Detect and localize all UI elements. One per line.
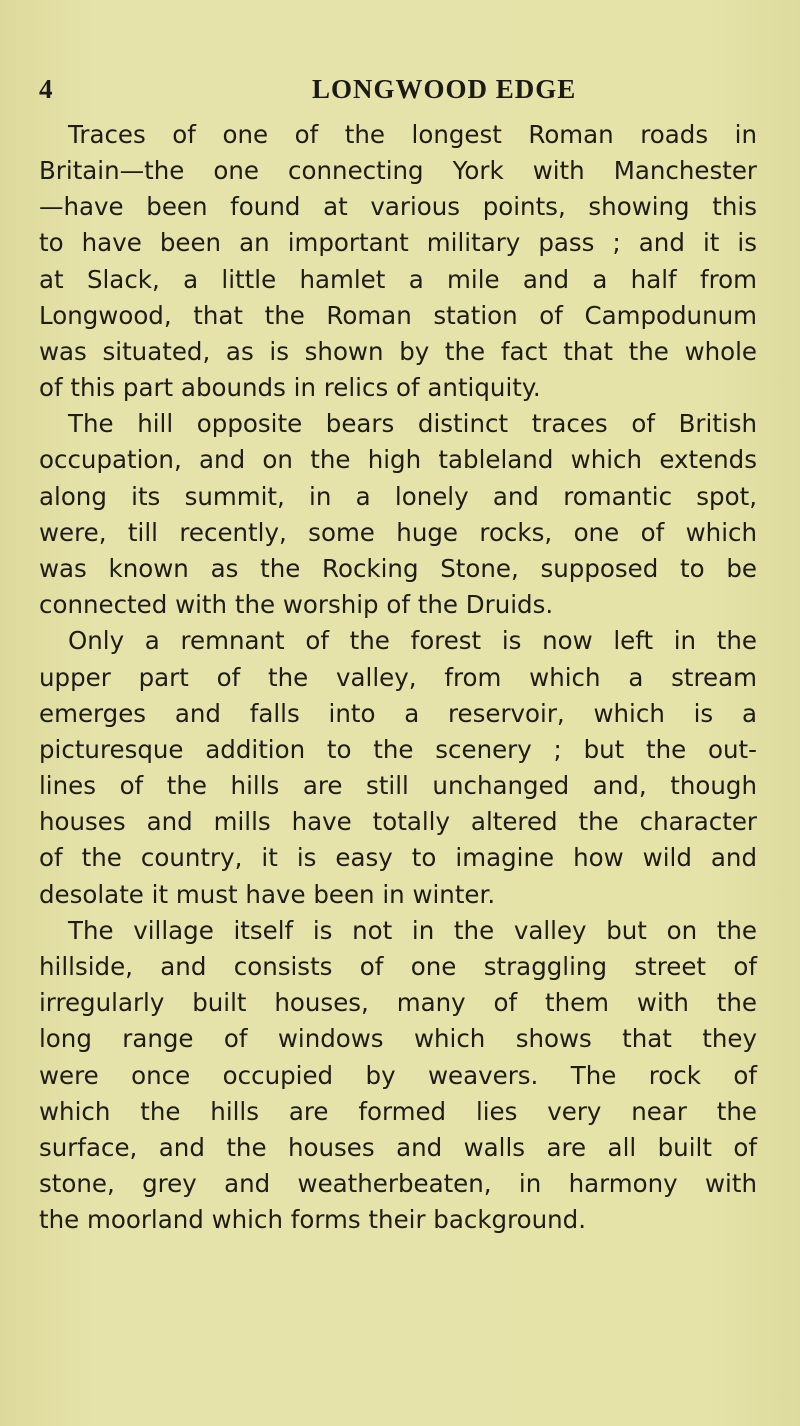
- text-line: Traces of one of the longest Roman roads in: [68, 120, 757, 149]
- text-line: occupation, and on the high tableland which extends: [39, 445, 757, 474]
- text-line: The village itself is not in the valley but on the: [68, 916, 757, 945]
- text-line: surface, and the houses and walls are all built of: [39, 1133, 757, 1162]
- running-title: LONGWOOD EDGE: [312, 74, 577, 104]
- text-line: which the hills are formed lies very near the: [39, 1097, 757, 1126]
- text-line: lines of the hills are still unchanged and, though: [39, 771, 757, 800]
- text-line: The hill opposite bears distinct traces of British: [68, 409, 757, 438]
- text-line: picturesque addition to the scenery ; but the out-: [39, 735, 757, 764]
- text-line: desolate it must have been in winter.: [39, 880, 496, 909]
- text-line: Only a remnant of the forest is now left in the: [68, 626, 757, 655]
- text-line: emerges and falls into a reservoir, which is a: [39, 699, 757, 728]
- text-line: was known as the Rocking Stone, supposed to be: [39, 554, 757, 583]
- text-line: was situated, as is shown by the fact that the whole: [39, 337, 757, 366]
- text-line: to have been an important military pass ; and it is: [39, 228, 757, 257]
- text-line: were, till recently, some huge rocks, one of which: [39, 518, 757, 547]
- text-line: along its summit, in a lonely and romantic spot,: [39, 482, 757, 511]
- text-line: connected with the worship of the Druids.: [39, 590, 554, 619]
- text-line: Longwood, that the Roman station of Campodunum: [39, 301, 757, 330]
- text-line: at Slack, a little hamlet a mile and a half from: [39, 265, 757, 294]
- text-line: of the country, it is easy to imagine how wild and: [39, 843, 757, 872]
- text-line: hillside, and consists of one straggling street of: [39, 952, 757, 981]
- text-line: of this part abounds in relics of antiquity.: [39, 373, 541, 402]
- text-line: Britain—the one connecting York with Manchester: [39, 156, 757, 185]
- text-line: —have been found at various points, showing this: [39, 192, 757, 221]
- text-line: long range of windows which shows that they: [39, 1024, 757, 1053]
- text-line: stone, grey and weatherbeaten, in harmony with: [39, 1169, 757, 1198]
- text-line: were once occupied by weavers. The rock of: [39, 1061, 757, 1090]
- running-head: [0, 74, 800, 114]
- text-line: the moorland which forms their background.: [39, 1205, 587, 1234]
- page-number: 4: [39, 74, 53, 104]
- text-line: houses and mills have totally altered the character: [39, 807, 757, 836]
- text-line: upper part of the valley, from which a stream: [39, 663, 757, 692]
- text-line: irregularly built houses, many of them with the: [39, 988, 757, 1017]
